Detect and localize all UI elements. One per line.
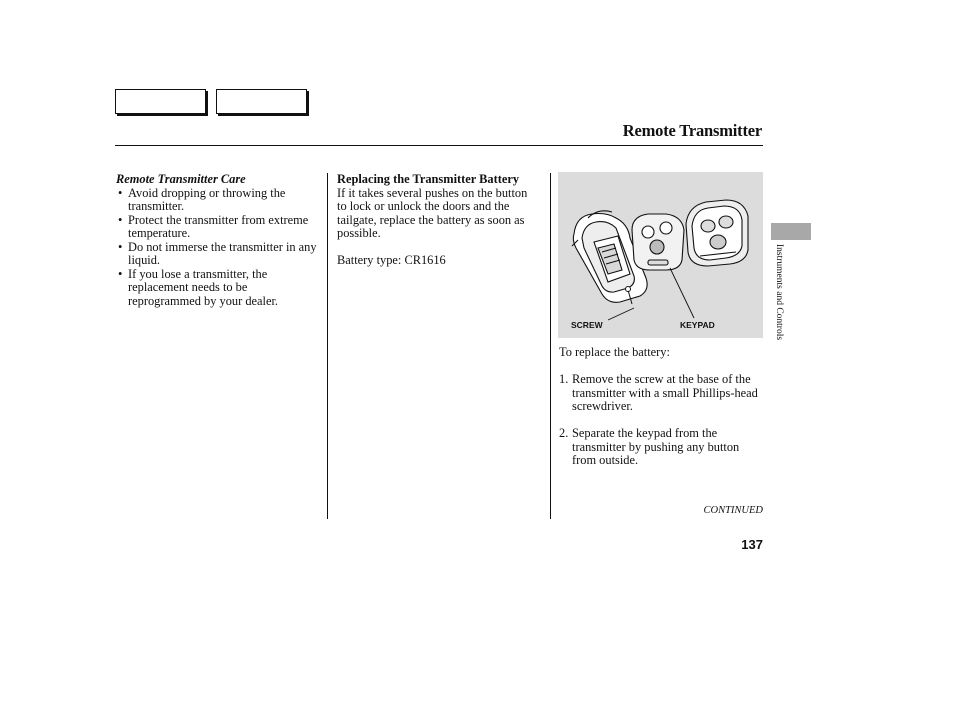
care-item: • If you lose a transmitter, the replacement needs to be reprogrammed by your dealer.	[116, 268, 321, 309]
step-text: Remove the screw at the base of the transmitter with a small Phillips-head screwdriver.	[572, 372, 758, 413]
page-number: 137	[741, 537, 763, 552]
care-heading: Remote Transmitter Care	[116, 172, 246, 186]
keypad-label: KEYPAD	[680, 320, 715, 330]
replace-intro: To replace the battery:	[559, 345, 670, 359]
previous-page-button[interactable]	[115, 89, 206, 114]
battery-paragraph: If it takes several pushes on the button to lock or unlock the doors and the tailgate, replace the battery as soon as possible.	[337, 185, 528, 240]
left-column	[116, 173, 321, 308]
next-page-button[interactable]	[216, 89, 307, 114]
page-title: Remote Transmitter	[622, 121, 762, 140]
continued-label: CONTINUED	[703, 505, 763, 516]
care-item: • Do not immerse the transmitter in any liquid.	[116, 241, 321, 268]
step-number: 1.	[559, 372, 569, 386]
step-item	[559, 427, 764, 468]
care-item: • Avoid dropping or throwing the transmitter.	[116, 187, 321, 214]
care-item: • Protect the transmitter from extreme temperature.	[116, 214, 321, 241]
column-divider	[550, 173, 551, 519]
right-column	[559, 346, 764, 468]
care-list	[116, 187, 321, 309]
title-rule	[115, 145, 763, 146]
step-item	[559, 373, 764, 414]
column-divider	[327, 173, 328, 519]
step-text: Separate the keypad from the transmitter by pushing any button from outside.	[572, 426, 740, 467]
step-number: 2.	[559, 426, 569, 440]
steps-list	[559, 373, 764, 468]
middle-column	[337, 173, 537, 268]
screw-label: SCREW	[571, 320, 603, 330]
battery-heading: Replacing the Transmitter Battery	[337, 172, 520, 186]
battery-type: Battery type: CR1616	[337, 253, 446, 267]
section-label: Instruments and Controls	[774, 244, 784, 341]
transmitter-figure	[558, 172, 763, 338]
section-tab[interactable]	[771, 223, 811, 240]
remote-transmitter-disassembly-icon	[558, 172, 763, 338]
